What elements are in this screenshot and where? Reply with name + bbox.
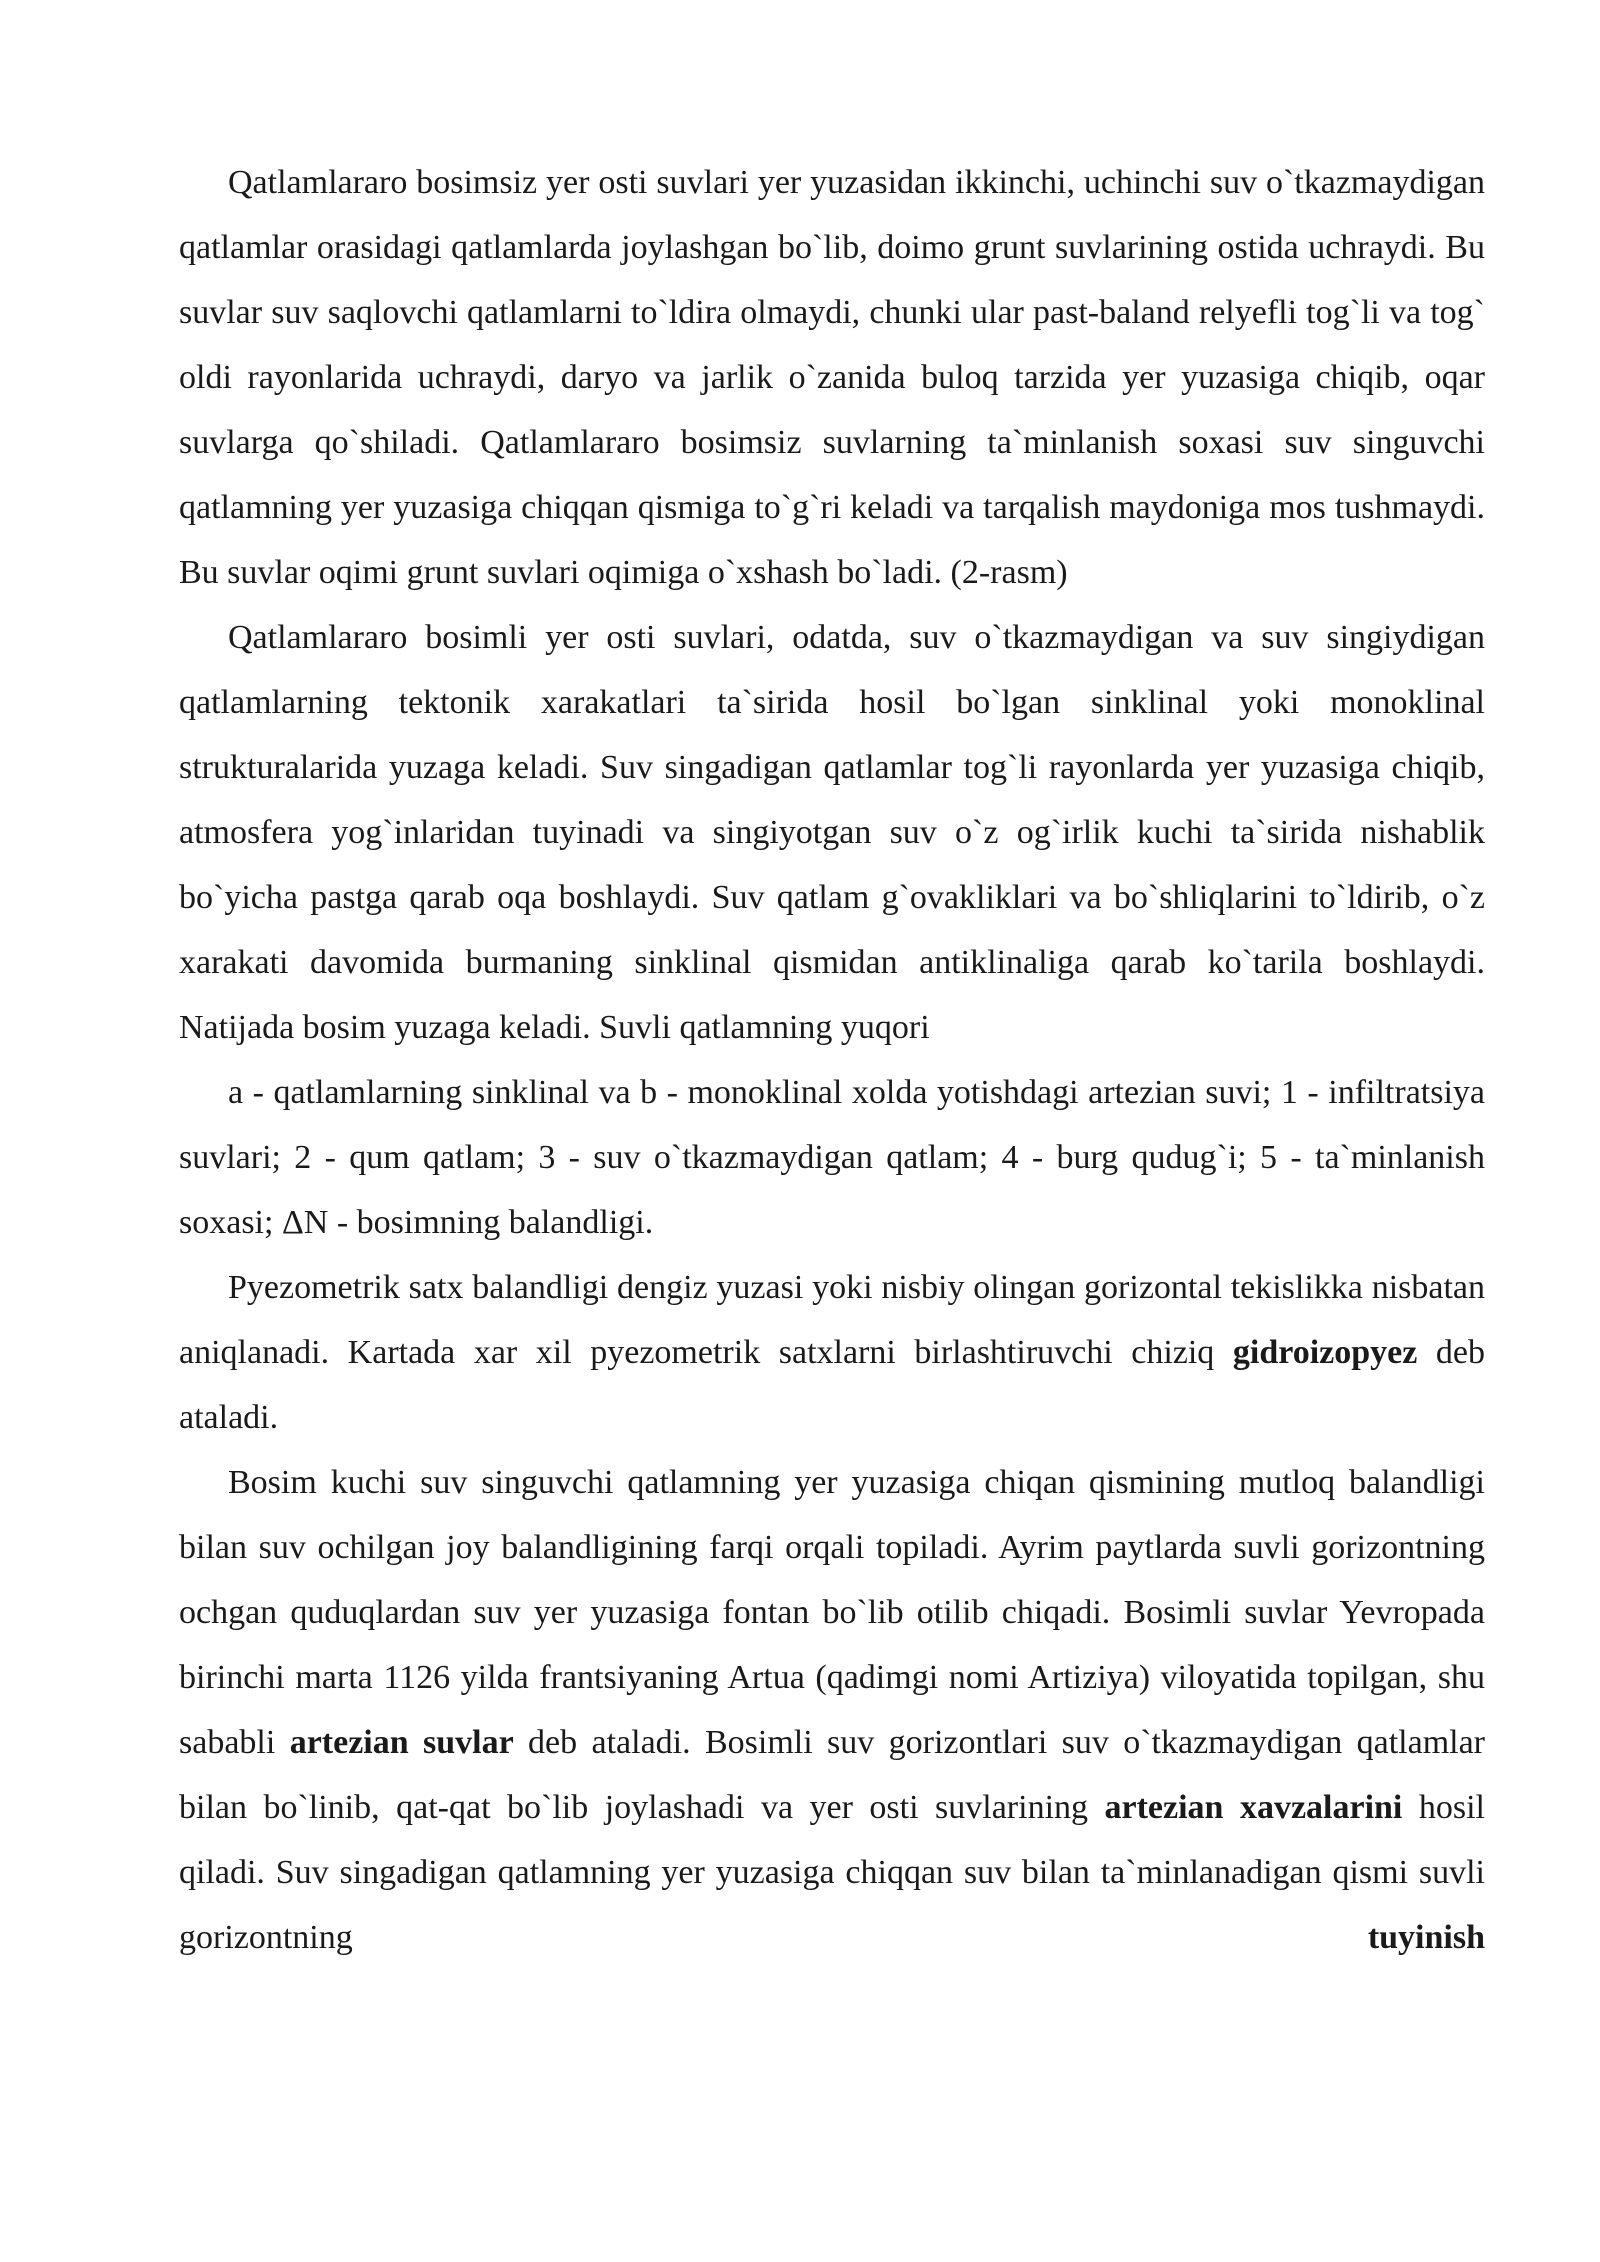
figure-caption-legend	[179, 1060, 1485, 1255]
paragraph-pressure-force	[179, 1450, 1485, 1970]
term-gidroizopyez: gidroizopyez	[1232, 1334, 1418, 1371]
paragraph-text: a - qatlamlarning sinklinal va b - monoklinal xolda yotishdagi artezian suvi; 1 - infiltratsiya suvlari; 2 - qum qatlam; 3 - suv o`tkazmaydigan qatlam; 4 - burg qudug`i; 5 - ta`minlanish soxasi; ΔN - bosimning balandligi.	[179, 1074, 1485, 1241]
paragraph-text: Qatlamlararo bosimli yer osti suvlari, odatda, suv o`tkazmaydigan va suv singiydigan qatlamlarning tektonik xarakatlari ta`sirida hosil bo`lgan sinklinal yoki monoklinal strukturalarida yuzaga keladi. Suv singadigan qatlamlar tog`li rayonlarda yer yuzasiga chiqib, atmosfera yog`inlaridan tuyinadi va singiyotgan suv o`z og`irlik kuchi ta`sirida nishablik bo`yicha pastga qarab oqa boshlaydi. Suv qatlam g`ovakliklari va bo`shliqlarini to`ldirib, o`z xarakati davomida burmaning sinklinal qismidan antiklinaliga qarab ko`tarila boshlaydi. Natijada bosim yuzaga keladi. Suvli qatlamning yuqori	[179, 619, 1485, 1046]
term-artezian-suvlar: artezian suvlar	[289, 1724, 514, 1761]
paragraph-text: deb ataladi.	[179, 1334, 1485, 1436]
paragraph-text: deb ataladi. Bosimli suv gorizontlari suv o`tkazmaydigan qatlamlar bilan bo`linib, qat-qat bo`lib joylashadi va yer osti suvlarining	[179, 1724, 1485, 1826]
paragraph-interstratal-nonpressure-water	[179, 150, 1485, 605]
paragraph-text: hosil qiladi. Suv singadigan qatlamning yer yuzasiga chiqqan suv bilan ta`minlanadigan qismi suvli gorizontning	[179, 1789, 1486, 1956]
document-page	[179, 150, 1485, 1970]
term-tuyinish: tuyinish	[1367, 1919, 1485, 1956]
paragraph-text: Pyezometrik satx balandligi dengiz yuzasi yoki nisbiy olingan gorizontal tekislikka nisbatan aniqlanadi. Kartada xar xil pyezometrik satxlarni birlashtiruvchi chiziq	[179, 1269, 1485, 1371]
term-artezian-xavzalarini: artezian xavzalarini	[1104, 1789, 1403, 1826]
paragraph-interstratal-pressure-water	[179, 605, 1485, 1060]
paragraph-text: Bosim kuchi suv singuvchi qatlamning yer yuzasiga chiqan qismining mutloq balandligi bilan suv ochilgan joy balandligining farqi orqali topiladi. Ayrim paytlarda suvli gorizontning ochgan quduqlardan suv yer yuzasiga fontan bo`lib otilib chiqadi. Bosimli suvlar Yevropada birinchi marta 1126 yilda frantsiyaning Artua (qadimgi nomi Artiziya) viloyatida topilgan, shu sababli	[179, 1464, 1485, 1761]
paragraph-text: Qatlamlararo bosimsiz yer osti suvlari yer yuzasidan ikkinchi, uchinchi suv o`tkazmaydigan qatlamlar orasidagi qatlamlarda joylashgan bo`lib, doimo grunt suvlarining ostida uchraydi. Bu suvlar suv saqlovchi qatlamlarni to`ldira olmaydi, chunki ular past-baland relyefli tog`li va tog` oldi rayonlarida uchraydi, daryo va jarlik o`zanida buloq tarzida yer yuzasiga chiqib, oqar suvlarga qo`shiladi. Qatlamlararo bosimsiz suvlarning ta`minlanish soxasi suv singuvchi qatlamning yer yuzasiga chiqqan qismiga to`g`ri keladi va tarqalish maydoniga mos tushmaydi. Bu suvlar oqimi grunt suvlari oqimiga o`xshash bo`ladi. (2-rasm)	[179, 164, 1485, 591]
paragraph-piezometric-level	[179, 1255, 1485, 1450]
